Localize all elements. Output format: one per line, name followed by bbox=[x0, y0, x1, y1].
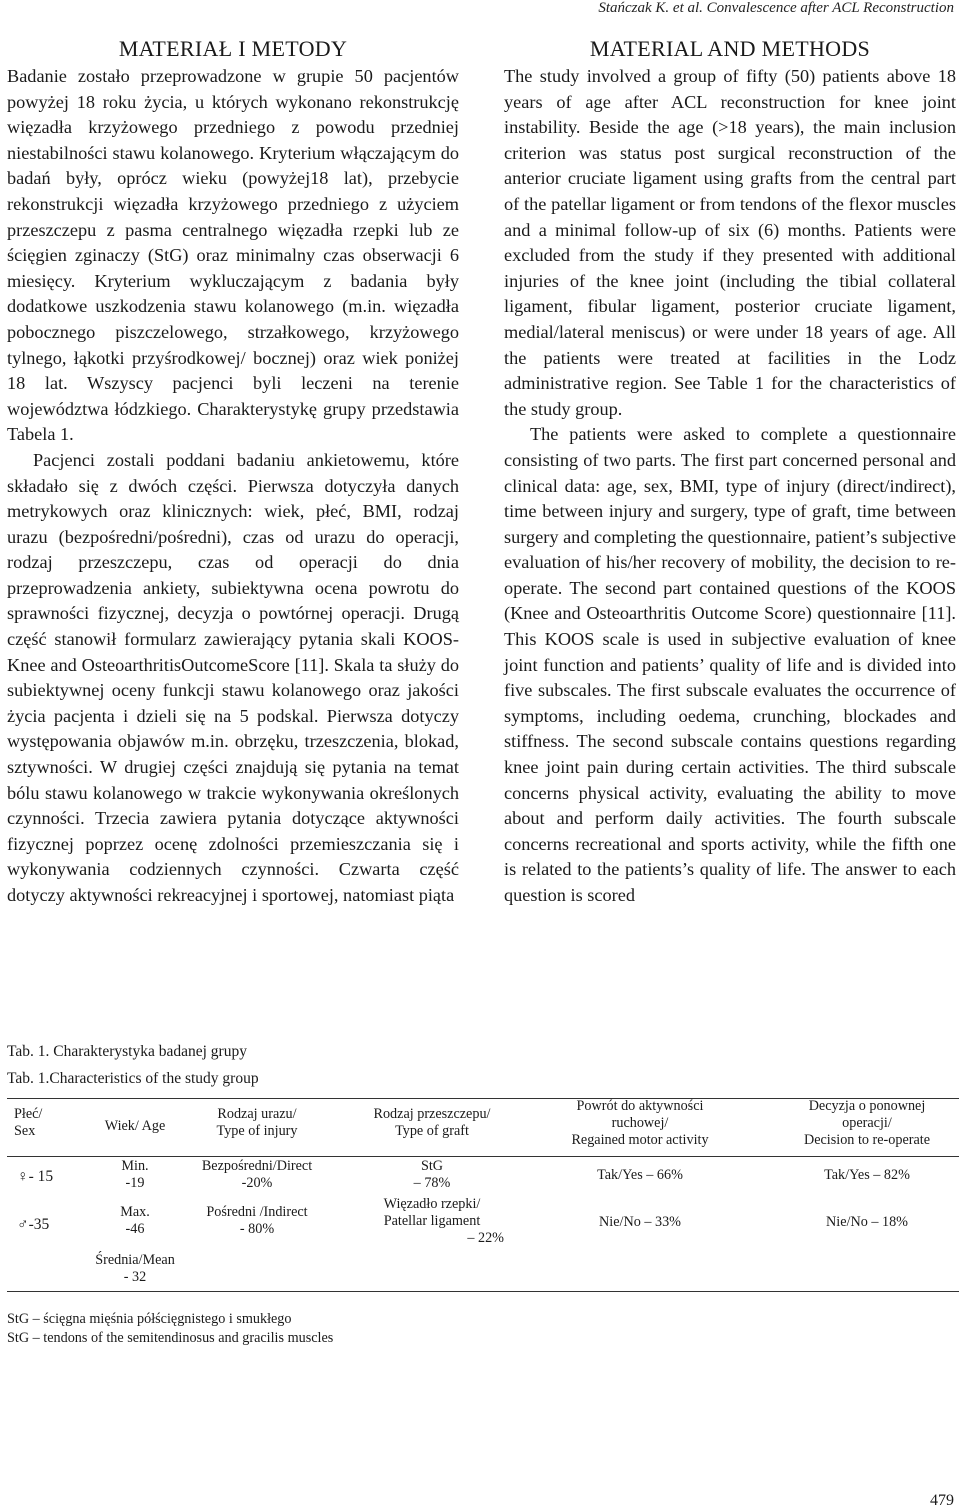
reoperate-yes: Tak/Yes – 82% bbox=[824, 1167, 910, 1183]
paragraph: The study involved a group of fifty (50) patients above 18 years of age after ACL reconstruction for knee joint instability. Beside the age (>18 years), the main inclusion criterion was status post surgical reconstruction of the anterior cruciate ligament using grafts from the central part of the patellar ligament or from tendons of the flexor muscles and a minimal follow-up of six (6) months. Patients were excluded from the study if they presented with additional injuries of the knee joint (including the tibial collateral ligament, fibular ligament, posterior cruciate ligament, medial/lateral meniscus) or were under 18 years of age. All the patients were treated at facilities in the Lodz administrative region. See Table 1 for the characteristics of the study group. bbox=[504, 66, 956, 419]
injury-indirect: Pośredni /Indirect - 80% bbox=[206, 1204, 308, 1237]
header-reoperate: Decyzja o ponownej operacji/ Decision to re-operate bbox=[803, 1098, 931, 1148]
header-sex: Płeć/ Sex bbox=[14, 1106, 43, 1139]
header-age: Wiek/ Age bbox=[104, 1118, 166, 1134]
left-column-polish bbox=[7, 34, 459, 909]
injury-direct: Bezpośredni/Direct -20% bbox=[201, 1158, 313, 1191]
right-column-english bbox=[504, 34, 956, 909]
footnote-english: StG – tendons of the semitendinosus and gracilis muscles bbox=[7, 1330, 334, 1346]
table-caption-polish: Tab. 1. Charakterystyka badanej grupy bbox=[7, 1043, 247, 1060]
sex-female: ♀- 15 bbox=[17, 1168, 54, 1185]
age-min: Min. -19 bbox=[121, 1158, 149, 1191]
running-head: Stańczak K. et al. Convalescence after ACL Reconstruction bbox=[598, 0, 954, 16]
table-caption-english: Tab. 1.Characteristics of the study group bbox=[7, 1070, 259, 1087]
paragraph: Badanie zostało przeprowadzone w grupie 50 pacjentów powyżej 18 roku życia, u których wykonano rekonstrukcję więzadła krzyżowego przedniego z powodu przedniej niestabilności stawu kolanowego. Kryterium włączającym do badań były, oprócz wieku (powyżej18 lat), przebycie rekonstrukcji więzadła krzyżowego przedniego z użyciem przeszczepu z pasma centralnego więzadła rzepki lub ze ścięgien zginaczy (StG) oraz minimalny czas obserwacji 6 miesięcy. Kryterium wykluczającym z badania były dodatkowe uszkodzenia stawu kolanowego (m.in. więzadła pobocznego piszczelowego, strzałkowego, krzyżowego tylnego, łąkotki przyśrodkowej/ bocznej) oraz wiek poniżej 18 lat. Wszyscy pacjenci byli leczeni na terenie województwa łódzkiego. Charakterystykę grupy przedstawia Tabela 1. bbox=[7, 66, 459, 445]
header-injury: Rodzaj urazu/ Type of injury bbox=[216, 1106, 298, 1139]
age-mean: Średnia/Mean - 32 bbox=[95, 1252, 175, 1285]
table-bottom-rule bbox=[7, 1291, 959, 1292]
table-header-rule bbox=[7, 1156, 959, 1157]
graft-stg: StG – 78% bbox=[413, 1158, 451, 1191]
paragraph: The patients were asked to complete a questionnaire consisting of two parts. The first part concerned personal and clinical data: age, sex, BMI, type of injury (direct/indirect), time between injury and surgery, type of graft, time between surgery and completing the questionnaire, patient’s subjective evaluation of his/her recovery of mobility, the decision to re-operate. The second part contained questions of the KOOS (Knee and Osteoarthritis Outcome Score) questionnaire [11]. This KOOS scale is used in subjective evaluation of knee joint function and patients’ quality of life and is divided into five subscales. The first subscale evaluates the occurrence of symptoms, including oedema, crunching, blockades and stiffness. The second subscale contains questions regarding knee joint pain during certain activities. The third subscale concerns physical activity, evaluating the ability to move about and perform daily activities. The fourth subscale concerns recreational and sports activity, while the fifth one is related to the patients’s quality of life. The answer to each question is scored bbox=[504, 424, 957, 905]
motor-yes: Tak/Yes – 66% bbox=[597, 1167, 683, 1183]
header-motor: Powrót do aktywności ruchowej/ Regained motor activity bbox=[571, 1098, 709, 1148]
motor-no: Nie/No – 33% bbox=[599, 1214, 681, 1230]
reoperate-no: Nie/No – 18% bbox=[826, 1214, 908, 1230]
paragraph: Pacjenci zostali poddani badaniu ankietowemu, które składało się z dwóch części. Pierwsza dotyczyła danych metrykowych oraz klinicznych: wiek, płeć, BMI, rodzaj urazu (bezpośredni/pośredni), czas od urazu do operacji, rodzaj przeszczepu, czas od operacji do dnia przeprowadzenia ankiety, subiektywna ocena powrotu do sprawności fizycznej, decyzja o powtórnej operacji. Drugą część stanowił formularz zawierający pytania skali KOOS-Knee and OsteoarthritisOutcomeScore [11]. Skala ta służy do subiektywnej oceny funkcji stawu kolanowego oraz jakości życia pacjenta i dzieli się na 5 podskal. Pierwsza dotyczy występowania objawów m.in. obrzęku, trzeszczenia, blokad, sztywności. W drugiej części znajdują się pytania na temat bólu stawu kolanowego w trakcie wykonywania określonych czynności. Trzecia zawiera pytania dotyczące aktywności fizycznej poprzez ocenę zdolności przemieszczania się i wykonywania codziennych czynności. Czwarta część dotyczy aktywności rekreacyjnej i sportowej, natomiast piąta bbox=[7, 449, 459, 905]
graft-patellar: Więzadło rzepki/ Patellar ligament – 22% bbox=[383, 1196, 504, 1246]
page-number: 479 bbox=[930, 1492, 954, 1509]
sex-male: ♂-35 bbox=[17, 1216, 50, 1233]
footnote-polish: StG – ścięgna mięśnia półścięgnistego i smukłego bbox=[7, 1311, 292, 1327]
header-graft: Rodzaj przeszczepu/ Type of graft bbox=[373, 1106, 491, 1139]
section-heading-polish: MATERIAŁ I METODY bbox=[118, 36, 348, 61]
age-max: Max. -46 bbox=[120, 1204, 150, 1237]
section-heading-english: MATERIAL AND METHODS bbox=[589, 36, 871, 61]
